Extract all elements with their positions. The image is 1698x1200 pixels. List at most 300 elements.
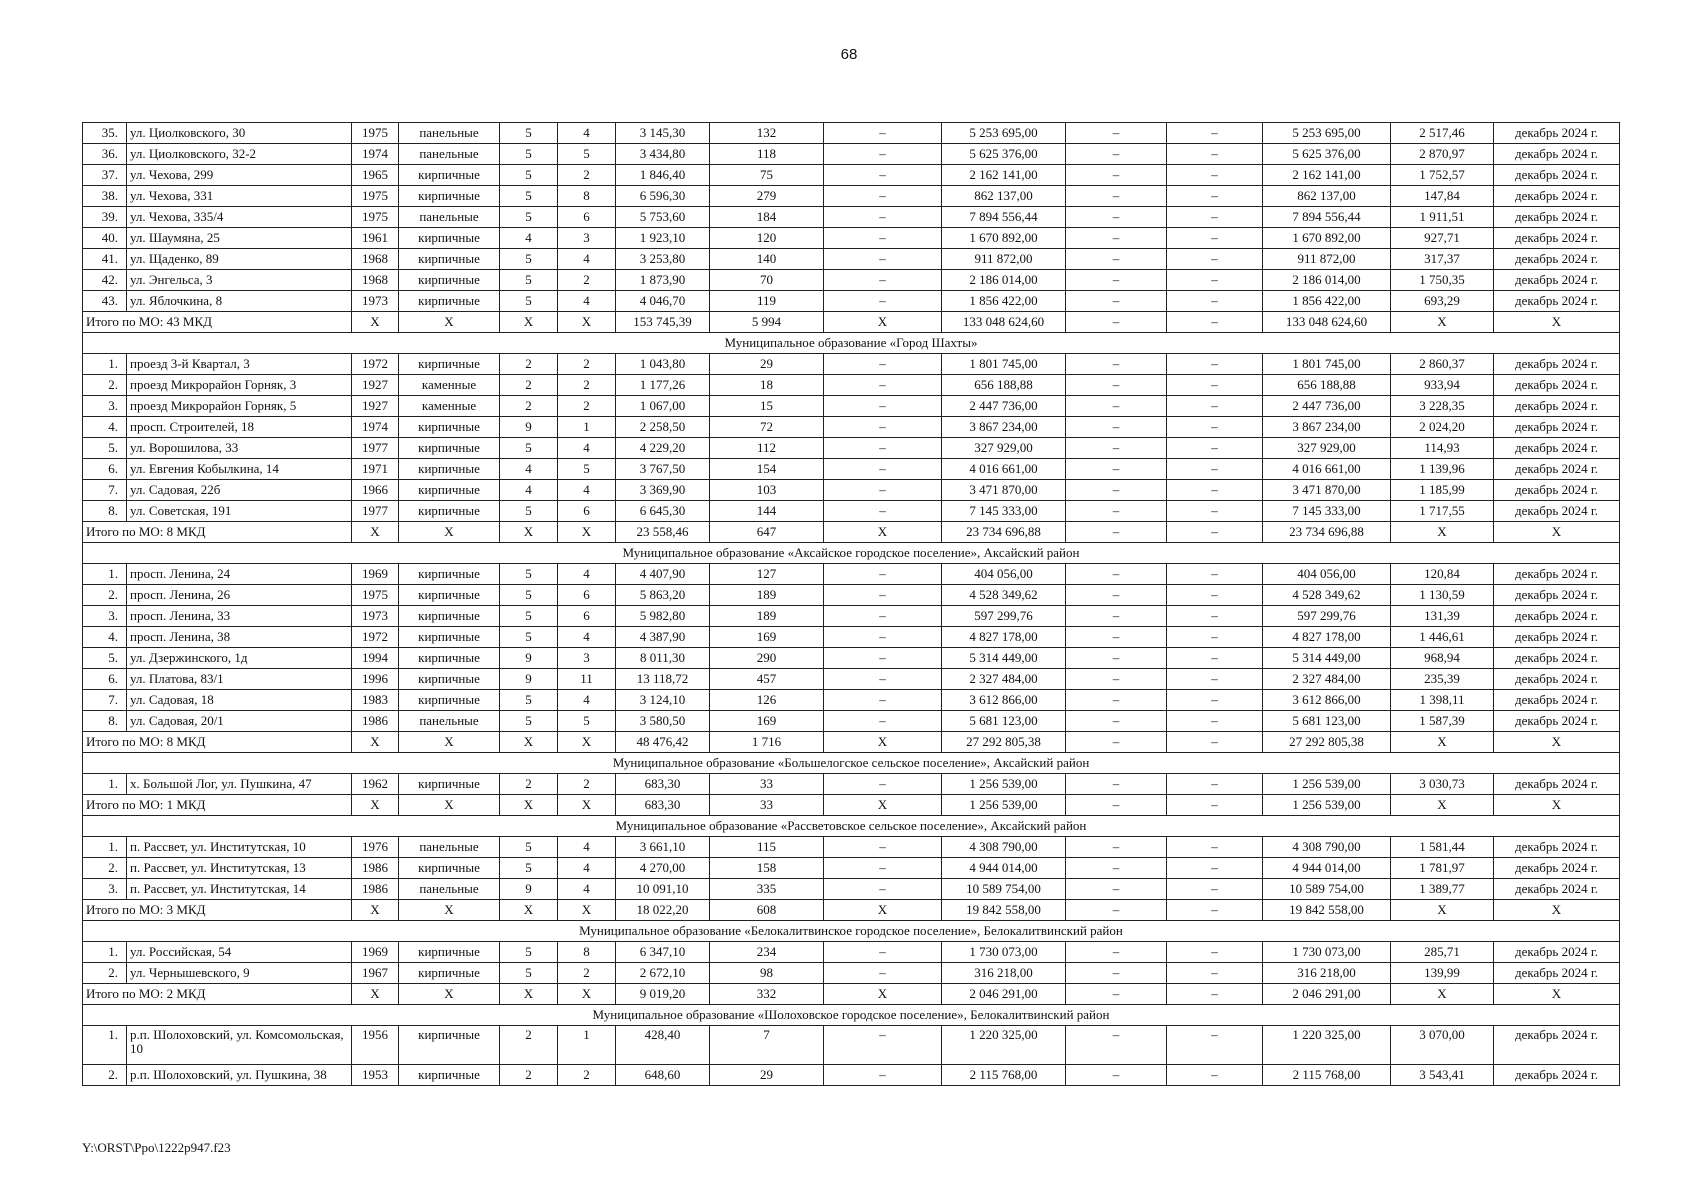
municipality-title: Муниципальное образование «Шолоховское городское поселение», Белокалитвинский район — [83, 1005, 1620, 1026]
total-cell: X — [399, 732, 500, 753]
data-cell: – — [1066, 711, 1167, 732]
data-cell: 114,93 — [1391, 438, 1494, 459]
data-cell: 9 — [500, 669, 558, 690]
data-cell: – — [1066, 648, 1167, 669]
total-label: Итого по МО: 8 МКД — [83, 522, 352, 543]
table-row — [83, 270, 1620, 291]
data-cell: панельные — [399, 144, 500, 165]
data-cell: 5 — [500, 291, 558, 312]
data-cell: 1 067,00 — [616, 396, 710, 417]
data-cell: – — [824, 585, 942, 606]
data-cell: декабрь 2024 г. — [1494, 165, 1620, 186]
data-cell: 1 670 892,00 — [1263, 228, 1391, 249]
data-cell: – — [824, 270, 942, 291]
municipality-title: Муниципальное образование «Белокалитвинское городское поселение», Белокалитвинский район — [83, 921, 1620, 942]
data-cell: 1 177,26 — [616, 375, 710, 396]
data-cell: 1 220 325,00 — [942, 1026, 1066, 1065]
data-cell: – — [1066, 774, 1167, 795]
row-number: 1. — [83, 354, 127, 375]
data-cell: 2 870,97 — [1391, 144, 1494, 165]
data-cell: 3 434,80 — [616, 144, 710, 165]
data-cell: 1 730 073,00 — [942, 942, 1066, 963]
data-cell: 1953 — [352, 1065, 399, 1086]
table-row — [83, 879, 1620, 900]
data-cell: 6 — [558, 207, 616, 228]
total-cell: 23 558,46 — [616, 522, 710, 543]
row-number: 1. — [83, 837, 127, 858]
total-row — [83, 984, 1620, 1005]
data-cell: 335 — [710, 879, 824, 900]
data-cell: 1 801 745,00 — [1263, 354, 1391, 375]
data-cell: 5 — [500, 501, 558, 522]
data-cell: 9 — [500, 648, 558, 669]
data-cell: 1 923,10 — [616, 228, 710, 249]
data-cell: 279 — [710, 186, 824, 207]
data-cell: 5 863,20 — [616, 585, 710, 606]
total-cell: X — [1391, 312, 1494, 333]
total-cell: 19 842 558,00 — [942, 900, 1066, 921]
data-cell: 2 — [558, 396, 616, 417]
data-cell: – — [1066, 207, 1167, 228]
data-cell: 1971 — [352, 459, 399, 480]
data-cell: – — [1167, 375, 1263, 396]
data-cell: 8 — [558, 186, 616, 207]
total-cell: X — [558, 732, 616, 753]
data-cell: 5 — [500, 837, 558, 858]
data-cell: 131,39 — [1391, 606, 1494, 627]
row-number: 43. — [83, 291, 127, 312]
total-cell: 153 745,39 — [616, 312, 710, 333]
data-cell: – — [1167, 207, 1263, 228]
data-cell: 2 — [500, 774, 558, 795]
data-cell: 5 — [500, 627, 558, 648]
data-cell: – — [1066, 606, 1167, 627]
total-cell: X — [824, 312, 942, 333]
data-cell: 693,29 — [1391, 291, 1494, 312]
data-cell: 2 115 768,00 — [942, 1065, 1066, 1086]
data-cell: 5 982,80 — [616, 606, 710, 627]
data-cell: 1927 — [352, 396, 399, 417]
table-body — [83, 123, 1620, 1086]
data-cell: – — [1167, 438, 1263, 459]
data-cell: – — [1167, 354, 1263, 375]
row-number: 8. — [83, 711, 127, 732]
data-cell: декабрь 2024 г. — [1494, 480, 1620, 501]
row-number: 1. — [83, 774, 127, 795]
data-cell: – — [824, 564, 942, 585]
row-number: 35. — [83, 123, 127, 144]
row-number: 3. — [83, 396, 127, 417]
row-number: 6. — [83, 669, 127, 690]
data-cell: 2 860,37 — [1391, 354, 1494, 375]
data-cell: – — [1066, 669, 1167, 690]
data-cell: 1974 — [352, 144, 399, 165]
data-cell: 1 730 073,00 — [1263, 942, 1391, 963]
data-cell: – — [1066, 459, 1167, 480]
data-cell: 1 781,97 — [1391, 858, 1494, 879]
data-cell: 5 — [558, 144, 616, 165]
data-cell: 3 471 870,00 — [942, 480, 1066, 501]
data-cell: кирпичные — [399, 417, 500, 438]
data-cell: 120 — [710, 228, 824, 249]
data-cell: 5 — [500, 711, 558, 732]
data-cell: – — [1167, 690, 1263, 711]
data-cell: 2 327 484,00 — [1263, 669, 1391, 690]
data-cell: 2 — [558, 963, 616, 984]
address-cell: ул. Дзержинского, 1д — [127, 648, 352, 669]
row-number: 36. — [83, 144, 127, 165]
data-cell: 4 387,90 — [616, 627, 710, 648]
total-cell: 9 019,20 — [616, 984, 710, 1005]
data-cell: 1 130,59 — [1391, 585, 1494, 606]
data-cell: декабрь 2024 г. — [1494, 270, 1620, 291]
data-cell: – — [1167, 165, 1263, 186]
data-cell: 5 — [500, 186, 558, 207]
address-cell: р.п. Шолоховский, ул. Пушкина, 38 — [127, 1065, 352, 1086]
row-number: 1. — [83, 564, 127, 585]
address-cell: ул. Платова, 83/1 — [127, 669, 352, 690]
data-cell: 1986 — [352, 879, 399, 900]
table-row — [83, 501, 1620, 522]
row-number: 7. — [83, 480, 127, 501]
data-cell: 316 218,00 — [942, 963, 1066, 984]
data-cell: – — [824, 375, 942, 396]
data-cell: 144 — [710, 501, 824, 522]
address-cell: ул. Чехова, 299 — [127, 165, 352, 186]
data-cell: 4 016 661,00 — [942, 459, 1066, 480]
table-row — [83, 123, 1620, 144]
data-cell: декабрь 2024 г. — [1494, 711, 1620, 732]
row-number: 1. — [83, 1026, 127, 1065]
data-cell: 5 — [500, 690, 558, 711]
data-cell: 968,94 — [1391, 648, 1494, 669]
data-cell: 5 253 695,00 — [942, 123, 1066, 144]
data-cell: – — [824, 627, 942, 648]
data-cell: 147,84 — [1391, 186, 1494, 207]
data-cell: панельные — [399, 711, 500, 732]
data-cell: – — [1167, 417, 1263, 438]
address-cell: ул. Яблочкина, 8 — [127, 291, 352, 312]
row-number: 2. — [83, 375, 127, 396]
row-number: 3. — [83, 879, 127, 900]
row-number: 2. — [83, 1065, 127, 1086]
data-cell: 2 — [558, 774, 616, 795]
data-cell: 1986 — [352, 858, 399, 879]
data-cell: 327 929,00 — [942, 438, 1066, 459]
address-cell: ул. Энгельса, 3 — [127, 270, 352, 291]
data-cell: – — [824, 459, 942, 480]
row-number: 4. — [83, 627, 127, 648]
table-row — [83, 585, 1620, 606]
data-cell: 6 347,10 — [616, 942, 710, 963]
data-cell: кирпичные — [399, 564, 500, 585]
data-cell: 1 752,57 — [1391, 165, 1494, 186]
data-cell: 5 — [500, 249, 558, 270]
total-cell: X — [1391, 900, 1494, 921]
data-cell: 118 — [710, 144, 824, 165]
total-cell: 647 — [710, 522, 824, 543]
address-cell: п. Рассвет, ул. Институтская, 13 — [127, 858, 352, 879]
data-cell: 5 625 376,00 — [942, 144, 1066, 165]
row-number: 41. — [83, 249, 127, 270]
data-cell: 1976 — [352, 837, 399, 858]
data-cell: – — [1066, 501, 1167, 522]
address-cell: п. Рассвет, ул. Институтская, 10 — [127, 837, 352, 858]
data-cell: кирпичные — [399, 942, 500, 963]
file-path-footer: Y:\ORST\Ppo\1222p947.f23 — [82, 1140, 231, 1155]
data-cell: 3 661,10 — [616, 837, 710, 858]
data-cell: 70 — [710, 270, 824, 291]
data-cell: 1 670 892,00 — [942, 228, 1066, 249]
data-cell: 13 118,72 — [616, 669, 710, 690]
data-cell: кирпичные — [399, 1065, 500, 1086]
data-cell: – — [824, 249, 942, 270]
data-cell: – — [824, 501, 942, 522]
total-cell: X — [824, 732, 942, 753]
total-cell: 27 292 805,38 — [942, 732, 1066, 753]
total-cell: 23 734 696,88 — [1263, 522, 1391, 543]
total-cell: 48 476,42 — [616, 732, 710, 753]
data-cell: декабрь 2024 г. — [1494, 690, 1620, 711]
data-cell: декабрь 2024 г. — [1494, 249, 1620, 270]
data-cell: декабрь 2024 г. — [1494, 375, 1620, 396]
total-cell: X — [1494, 900, 1620, 921]
data-cell: – — [1167, 669, 1263, 690]
data-cell: 5 625 376,00 — [1263, 144, 1391, 165]
total-cell: 133 048 624,60 — [1263, 312, 1391, 333]
data-cell: 1 587,39 — [1391, 711, 1494, 732]
data-cell: кирпичные — [399, 627, 500, 648]
total-cell: X — [352, 900, 399, 921]
data-cell: – — [1167, 1065, 1263, 1086]
data-cell: 115 — [710, 837, 824, 858]
data-cell: 4 — [500, 459, 558, 480]
data-cell: 911 872,00 — [942, 249, 1066, 270]
data-cell: 5 — [500, 165, 558, 186]
total-cell: – — [1066, 312, 1167, 333]
total-cell: – — [1167, 900, 1263, 921]
data-cell: – — [824, 648, 942, 669]
data-cell: декабрь 2024 г. — [1494, 963, 1620, 984]
data-cell: – — [1066, 438, 1167, 459]
total-cell: 27 292 805,38 — [1263, 732, 1391, 753]
data-cell: – — [1167, 396, 1263, 417]
section-header-row — [83, 816, 1620, 837]
row-number: 8. — [83, 501, 127, 522]
data-cell: – — [1066, 963, 1167, 984]
data-cell: 5 — [558, 459, 616, 480]
data-cell: 1 750,35 — [1391, 270, 1494, 291]
total-cell: – — [1167, 795, 1263, 816]
data-cell: 5 753,60 — [616, 207, 710, 228]
data-cell: 5 — [500, 207, 558, 228]
data-cell: 1 389,77 — [1391, 879, 1494, 900]
data-cell: кирпичные — [399, 291, 500, 312]
data-cell: – — [1066, 564, 1167, 585]
data-cell: 428,40 — [616, 1026, 710, 1065]
data-cell: 2 447 736,00 — [942, 396, 1066, 417]
data-cell: декабрь 2024 г. — [1494, 459, 1620, 480]
total-row — [83, 732, 1620, 753]
data-cell: 1975 — [352, 207, 399, 228]
total-cell: 1 256 539,00 — [1263, 795, 1391, 816]
data-cell: кирпичные — [399, 963, 500, 984]
data-cell: – — [1066, 858, 1167, 879]
data-cell: 327 929,00 — [1263, 438, 1391, 459]
data-cell: кирпичные — [399, 585, 500, 606]
data-cell: 4 — [558, 837, 616, 858]
data-cell: 317,37 — [1391, 249, 1494, 270]
data-cell: 1966 — [352, 480, 399, 501]
data-cell: 5 314 449,00 — [1263, 648, 1391, 669]
total-cell: X — [500, 732, 558, 753]
total-row — [83, 795, 1620, 816]
data-cell: 3 070,00 — [1391, 1026, 1494, 1065]
data-cell: 75 — [710, 165, 824, 186]
table-row — [83, 228, 1620, 249]
data-cell: – — [1167, 564, 1263, 585]
section-header-row — [83, 921, 1620, 942]
data-cell: 5 — [558, 711, 616, 732]
data-cell: кирпичные — [399, 606, 500, 627]
section-header-row — [83, 333, 1620, 354]
data-cell: кирпичные — [399, 354, 500, 375]
total-cell: X — [1391, 522, 1494, 543]
data-cell: кирпичные — [399, 270, 500, 291]
total-label: Итого по МО: 8 МКД — [83, 732, 352, 753]
data-cell: 4 — [558, 879, 616, 900]
data-cell: декабрь 2024 г. — [1494, 144, 1620, 165]
data-cell: 1972 — [352, 627, 399, 648]
data-cell: 1994 — [352, 648, 399, 669]
total-cell: 18 022,20 — [616, 900, 710, 921]
data-cell: 1 398,11 — [1391, 690, 1494, 711]
data-cell: 4 016 661,00 — [1263, 459, 1391, 480]
address-cell: проезд Микрорайон Горняк, 3 — [127, 375, 352, 396]
data-cell: – — [1167, 459, 1263, 480]
table-row — [83, 627, 1620, 648]
data-cell: каменные — [399, 396, 500, 417]
data-cell: 3 145,30 — [616, 123, 710, 144]
total-cell: X — [824, 984, 942, 1005]
data-cell: 2 024,20 — [1391, 417, 1494, 438]
data-cell: – — [1066, 228, 1167, 249]
row-number: 1. — [83, 942, 127, 963]
data-cell: – — [1066, 270, 1167, 291]
data-cell: – — [1066, 249, 1167, 270]
data-cell: – — [1167, 879, 1263, 900]
data-cell: 4 229,20 — [616, 438, 710, 459]
data-cell: – — [824, 606, 942, 627]
total-cell: 608 — [710, 900, 824, 921]
data-cell: 1 185,99 — [1391, 480, 1494, 501]
total-cell: X — [500, 984, 558, 1005]
data-cell: декабрь 2024 г. — [1494, 354, 1620, 375]
data-cell: 2 162 141,00 — [942, 165, 1066, 186]
data-cell: 3 124,10 — [616, 690, 710, 711]
table-row — [83, 648, 1620, 669]
data-cell: 3 228,35 — [1391, 396, 1494, 417]
total-cell: – — [1066, 732, 1167, 753]
data-cell: – — [824, 207, 942, 228]
row-number: 37. — [83, 165, 127, 186]
row-number: 2. — [83, 858, 127, 879]
data-cell: – — [1066, 123, 1167, 144]
table-row — [83, 711, 1620, 732]
data-cell: 6 — [558, 606, 616, 627]
data-cell: – — [824, 879, 942, 900]
total-cell: X — [558, 900, 616, 921]
data-cell: 5 — [500, 270, 558, 291]
data-cell: 3 767,50 — [616, 459, 710, 480]
data-cell: 18 — [710, 375, 824, 396]
total-cell: 133 048 624,60 — [942, 312, 1066, 333]
data-cell: – — [824, 144, 942, 165]
data-cell: – — [824, 942, 942, 963]
data-cell: 911 872,00 — [1263, 249, 1391, 270]
data-cell: – — [824, 774, 942, 795]
table-row — [83, 165, 1620, 186]
total-cell: 1 716 — [710, 732, 824, 753]
address-cell: р.п. Шолоховский, ул. Комсомольская, 10 — [127, 1026, 352, 1065]
data-cell: 2 672,10 — [616, 963, 710, 984]
data-cell: декабрь 2024 г. — [1494, 585, 1620, 606]
data-cell: кирпичные — [399, 648, 500, 669]
address-cell: проезд 3-й Квартал, 3 — [127, 354, 352, 375]
total-cell: X — [399, 984, 500, 1005]
data-cell: – — [824, 291, 942, 312]
data-cell: 169 — [710, 627, 824, 648]
table-row — [83, 417, 1620, 438]
data-cell: – — [1066, 1065, 1167, 1086]
data-cell: 4 — [558, 249, 616, 270]
data-cell: 2 — [558, 165, 616, 186]
data-cell: декабрь 2024 г. — [1494, 858, 1620, 879]
data-cell: – — [824, 858, 942, 879]
data-cell: 1972 — [352, 354, 399, 375]
data-cell: кирпичные — [399, 1026, 500, 1065]
data-cell: 5 681 123,00 — [1263, 711, 1391, 732]
data-cell: 3 030,73 — [1391, 774, 1494, 795]
data-cell: панельные — [399, 837, 500, 858]
data-cell: 1986 — [352, 711, 399, 732]
table-row — [83, 774, 1620, 795]
data-cell: 2 258,50 — [616, 417, 710, 438]
data-cell: 98 — [710, 963, 824, 984]
data-cell: панельные — [399, 123, 500, 144]
data-cell: 4 270,00 — [616, 858, 710, 879]
row-number: 4. — [83, 417, 127, 438]
total-label: Итого по МО: 3 МКД — [83, 900, 352, 921]
total-cell: X — [824, 900, 942, 921]
total-cell: X — [352, 522, 399, 543]
total-row — [83, 900, 1620, 921]
data-cell: 1968 — [352, 249, 399, 270]
data-cell: 2 186 014,00 — [1263, 270, 1391, 291]
total-cell: X — [500, 522, 558, 543]
data-cell: 5 — [500, 606, 558, 627]
data-cell: 4 — [500, 228, 558, 249]
data-cell: – — [1167, 837, 1263, 858]
data-cell: 1969 — [352, 564, 399, 585]
data-cell: 5 — [500, 564, 558, 585]
data-cell: 2 — [558, 354, 616, 375]
table-row — [83, 186, 1620, 207]
total-cell: X — [399, 312, 500, 333]
total-label: Итого по МО: 1 МКД — [83, 795, 352, 816]
table-row — [83, 669, 1620, 690]
data-cell: декабрь 2024 г. — [1494, 438, 1620, 459]
